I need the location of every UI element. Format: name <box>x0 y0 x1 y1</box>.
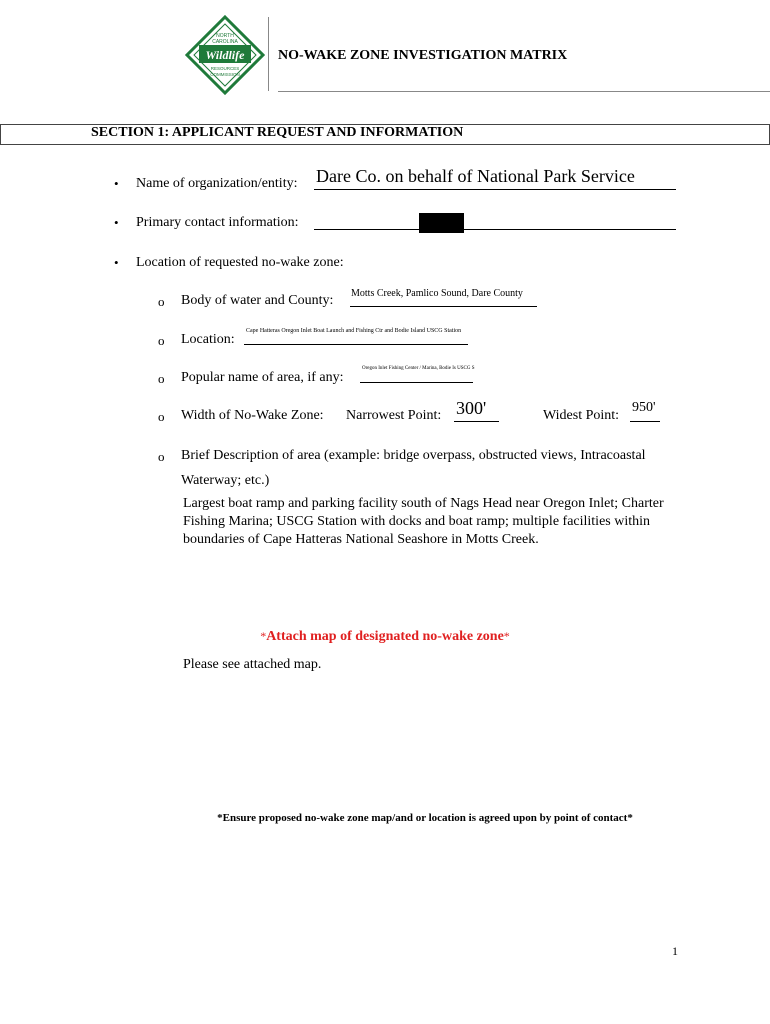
body-underline <box>350 306 537 307</box>
svg-text:RESOURCES: RESOURCES <box>210 66 240 71</box>
document-title: NO-WAKE ZONE INVESTIGATION MATRIX <box>278 48 568 63</box>
body-label: Body of water and County: <box>181 293 334 308</box>
attach-map-text: Attach map of designated no-wake zone <box>266 629 504 644</box>
wide-label: Widest Point: <box>543 408 620 423</box>
sub-bullet: o <box>158 371 165 386</box>
attach-map-value[interactable]: Please see attached map. <box>183 657 322 672</box>
popular-value[interactable]: Oregon Inlet Fishing Center / Marina, Bodie Is USCG S <box>362 366 475 371</box>
header-divider-horizontal <box>278 91 770 92</box>
redacted-contact <box>419 213 464 233</box>
location-label: Location of requested no-wake zone: <box>136 255 344 270</box>
bullet: • <box>114 176 119 191</box>
brief-label-line2: Waterway; etc.) <box>181 473 270 488</box>
org-label: Name of organization/entity: <box>136 176 298 191</box>
wide-underline <box>630 421 660 422</box>
attach-map-heading <box>0 629 770 645</box>
width-label: Width of No-Wake Zone: <box>181 408 324 423</box>
sub-bullet: o <box>158 449 165 464</box>
sub-bullet: o <box>158 333 165 348</box>
page-number: 1 <box>672 944 678 958</box>
org-underline <box>314 189 676 190</box>
svg-text:Wildlife: Wildlife <box>205 48 245 62</box>
popular-underline <box>360 382 473 383</box>
body-value[interactable]: Motts Creek, Pamlico Sound, Dare County <box>351 288 523 299</box>
narrow-value[interactable]: 300' <box>456 398 487 418</box>
contact-agreement-note: *Ensure proposed no-wake zone map/and or location is agreed upon by point of contact* <box>217 812 633 824</box>
loc-label: Location: <box>181 332 235 347</box>
bullet: • <box>114 255 119 270</box>
loc-underline <box>244 344 468 345</box>
svg-text:COMMISSION: COMMISSION <box>210 72 240 77</box>
sub-bullet: o <box>158 294 165 309</box>
svg-text:CAROLINA: CAROLINA <box>212 39 238 45</box>
loc-value[interactable]: Cape Hatteras Oregon Inlet Boat Launch and Fishing Ctr and Bodie Island USCG Station <box>246 328 462 334</box>
header-divider-vertical <box>268 17 269 91</box>
brief-label-line1: Brief Description of area (example: bridge overpass, obstructed views, Intracoastal <box>181 448 646 463</box>
narrow-label: Narrowest Point: <box>346 408 442 423</box>
brief-description-value[interactable]: Largest boat ramp and parking facility south of Nags Head near Oregon Inlet; Charter Fishing Marina; USCG Station with docks and boat ramp; multiple facilities within boundaries of Cape Hatteras National Seashore in Motts Creek. <box>183 496 664 547</box>
contact-underline <box>314 229 676 230</box>
attach-star: * <box>260 629 267 643</box>
section-title: SECTION 1: APPLICANT REQUEST AND INFORMATION <box>91 125 464 140</box>
org-value[interactable]: Dare Co. on behalf of National Park Service <box>316 166 635 186</box>
svg-text:NORTH: NORTH <box>216 33 234 39</box>
sub-bullet: o <box>158 409 165 424</box>
contact-label: Primary contact information: <box>136 215 299 230</box>
attach-star-end: * <box>503 629 510 643</box>
wildlife-commission-logo <box>185 15 265 95</box>
narrow-underline <box>454 421 499 422</box>
bullet: • <box>114 215 119 230</box>
popular-label: Popular name of area, if any: <box>181 370 344 385</box>
wide-value[interactable]: 950' <box>632 400 656 415</box>
